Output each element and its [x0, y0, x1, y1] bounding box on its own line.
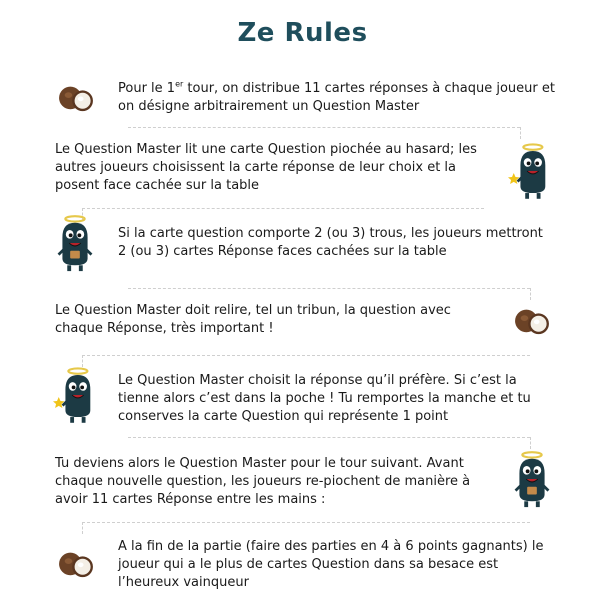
- rule-7: A la fin de la partie (faire des parties en 4 à 6 points gagnants) le joueur qui a le plus de cartes Question dans sa besace est l’heureux vainqueur: [118, 539, 544, 590]
- dashed-divider: [520, 127, 521, 139]
- coconut-icon: [513, 304, 551, 336]
- dashed-divider: [128, 127, 520, 128]
- dashed-divider: [128, 437, 530, 438]
- dashed-divider: [530, 437, 531, 449]
- rule-4: Le Question Master doit relire, tel un tribun, la question avec chaque Réponse, très important !: [55, 303, 451, 336]
- rule-2: Le Question Master lit une carte Question piochée au hasard; les autres joueurs choisissent la carte réponse de leur choix et la posent face cachée sur la table: [55, 142, 477, 193]
- rule-3: Si la carte question comporte 2 (ou 3) trous, les joueurs mettront 2 (ou 3) cartes Réponse faces cachées sur la table: [118, 226, 543, 259]
- rule-1-text-end: tour, on distribue 11 cartes réponses à chaque joueur et on désigne arbitrairement un Question Master: [118, 81, 555, 114]
- dashed-divider: [82, 522, 83, 534]
- rule-5: Le Question Master choisit la réponse qu’il préfère. Si c’est la tienne alors c’est dans la poche ! Tu remportes la manche et tu conserves la carte Question qui représente 1 point: [118, 373, 531, 424]
- angel-mascot-icon: [508, 142, 552, 202]
- dashed-divider: [82, 522, 530, 523]
- coconut-icon: [57, 81, 95, 113]
- page-title: Ze Rules: [237, 18, 368, 48]
- dashed-divider: [82, 355, 530, 356]
- angel-mascot-icon: [512, 450, 552, 510]
- rule-1-text-start: Pour le 1: [118, 81, 176, 96]
- rule-1-superscript: er: [175, 79, 184, 89]
- dashed-divider: [128, 288, 530, 289]
- rule-6: Tu deviens alors le Question Master pour le tour suivant. Avant chaque nouvelle question, les joueurs re-piochent de manière à avoir 11 cartes Réponse entre les mains :: [55, 456, 471, 507]
- angel-mascot-icon: [55, 214, 95, 274]
- dashed-divider: [82, 208, 484, 209]
- dashed-divider: [530, 288, 531, 300]
- angel-mascot-icon: [53, 366, 97, 426]
- rule-1: [118, 80, 558, 116]
- coconut-icon: [57, 547, 95, 579]
